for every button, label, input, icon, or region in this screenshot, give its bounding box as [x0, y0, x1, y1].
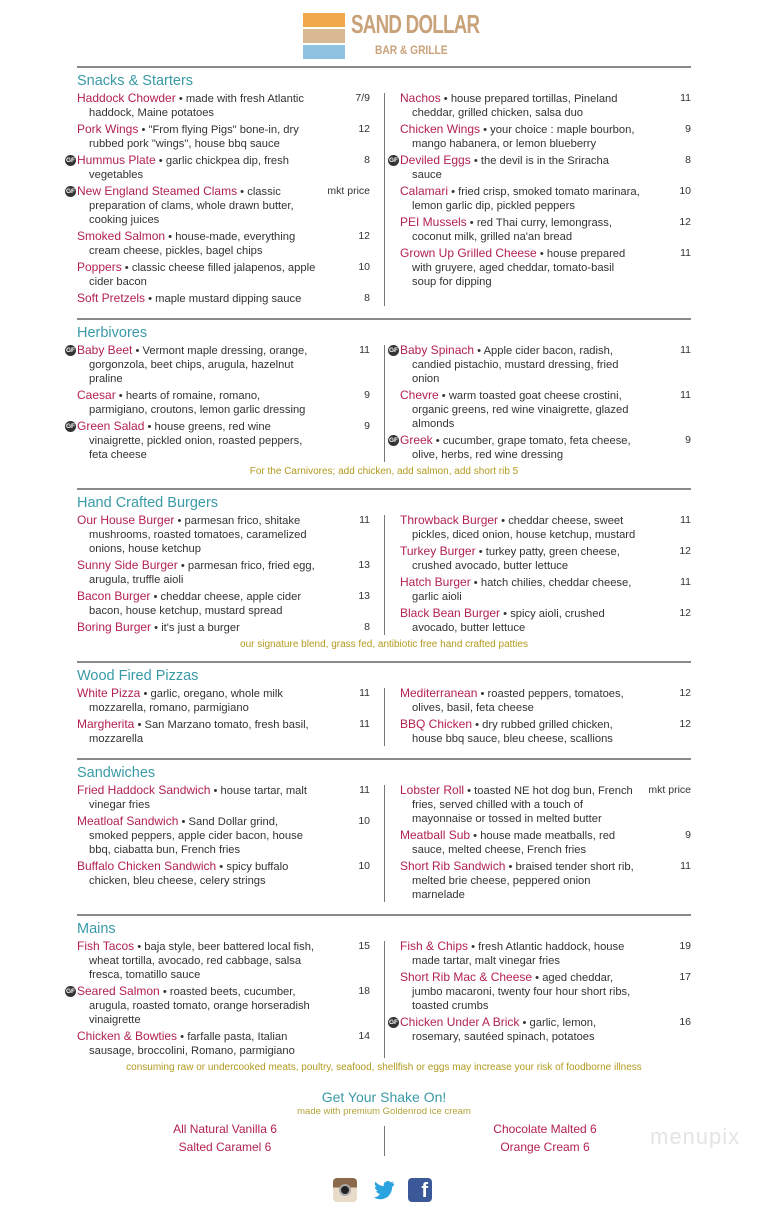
item-price: 12: [679, 718, 691, 730]
gluten-free-icon: GF: [388, 157, 399, 164]
item-description: turkey patty, green cheese, crushed avocado, butter lettuce: [412, 546, 620, 572]
menu-item: Short Rib Mac & Cheese • aged cheddar, jumbo macaroni, twenty four hour short ribs, toasted crumbs 17: [400, 970, 691, 1012]
item-price: 8: [364, 621, 370, 633]
item-description: house prepared tortillas, Pineland cheddar, grilled chicken, salsa duo: [412, 93, 618, 119]
section-title: Snacks & Starters: [77, 73, 194, 89]
social-links: [0, 1178, 768, 1218]
column-divider: [384, 345, 385, 462]
section-columns: [77, 783, 691, 904]
facebook-icon[interactable]: f: [408, 1178, 432, 1202]
menu-item: Bacon Burger • cheddar cheese, apple cider bacon, house ketchup, mustard spread 13: [77, 589, 370, 617]
menu-item: Chevre • warm toasted goat cheese crostini, organic greens, red wine vinaigrette, glazed almonds 11: [400, 388, 691, 430]
item-name: Meatball Sub: [400, 828, 471, 842]
section-columns: [65, 343, 691, 464]
menu-item: Calamari • fried crisp, smoked tomato marinara, lemon garlic dip, pickled peppers 10: [400, 184, 691, 212]
menu-item: Smoked Salmon • house-made, everything cream cheese, pickles, bagel chips 12: [77, 229, 370, 257]
menu-item: Poppers • classic cheese filled jalapenos, apple cider bacon 10: [77, 260, 370, 288]
item-price: 11: [359, 514, 370, 526]
shakes-left: [130, 1120, 320, 1156]
logo-wave-band: [303, 45, 345, 59]
menu-item: GF Green Salad • house greens, red wine vinaigrette, pickled onion, roasted peppers, feta cheese 9: [65, 419, 370, 461]
menu-item: Chicken Wings • your choice : maple bourbon, mango habanera, or lemon blueberry 9: [400, 122, 691, 150]
item-name: Margherita: [77, 717, 135, 731]
item-name: Chicken & Bowties: [77, 1029, 178, 1043]
item-name: Calamari: [400, 184, 449, 198]
item-description: farfalle pasta, Italian sausage, broccolini, Romano, parmigiano: [89, 1031, 295, 1057]
item-description: garlic, oregano, whole milk mozzarella, romano, parmigiano: [89, 688, 283, 714]
column-left: [77, 686, 370, 748]
column-divider: [384, 515, 385, 635]
menu-item: Boring Burger • it's just a burger 8: [77, 620, 370, 634]
item-description: roasted beets, cucumber, arugula, roasted tomato, orange horseradish vinaigrette: [89, 986, 310, 1026]
item-name: Chevre: [400, 388, 439, 402]
menu-section: [77, 758, 691, 904]
item-name: Fish & Chips: [400, 939, 469, 953]
item-name: Greek: [400, 433, 433, 447]
menu-item: Throwback Burger • cheddar cheese, sweet pickles, diced onion, house ketchup, mustard 11: [400, 513, 691, 541]
item-description: hearts of romaine, romano, parmigiano, croutons, lemon garlic dressing: [89, 390, 306, 416]
item-price: 9: [685, 829, 691, 841]
shakes-subtitle: made with premium Goldenrod ice cream: [297, 1106, 471, 1117]
item-description: fried crisp, smoked tomato marinara, lemon garlic dip, pickled peppers: [412, 186, 640, 212]
column-right: [388, 939, 691, 1060]
item-price: 9: [364, 389, 370, 401]
section-columns: [65, 939, 691, 1060]
item-price: 8: [685, 154, 691, 166]
menu-item: Short Rib Sandwich • braised tender short rib, melted brie cheese, peppered onion marnelade 11: [400, 859, 691, 901]
item-name: PEI Mussels: [400, 215, 467, 229]
section-columns: [65, 91, 691, 308]
menu-item: Chicken & Bowties • farfalle pasta, Italian sausage, broccolini, Romano, parmigiano 14: [77, 1029, 370, 1057]
shake-item: Orange Cream 6: [500, 1140, 590, 1154]
menu-section: [65, 318, 691, 478]
item-description: cheddar cheese, sweet pickles, diced onion, house ketchup, mustard: [412, 515, 636, 541]
item-description: house greens, red wine vinaigrette, pickled onion, roasted peppers, feta cheese: [89, 421, 303, 461]
logo: [303, 10, 478, 62]
menu-section: [65, 914, 691, 1074]
item-price: mkt price: [648, 784, 691, 796]
item-name: Chicken Under A Brick: [400, 1015, 520, 1029]
shake-item: Chocolate Malted 6: [493, 1122, 597, 1136]
menu-item: GF Seared Salmon • roasted beets, cucumber, arugula, roasted tomato, orange horseradish vinaigrette 18: [65, 984, 370, 1026]
item-price: 11: [680, 860, 691, 872]
item-description: toasted NE hot dog bun, French fries, served chilled with a touch of mayonnaise or tossed in melted butter: [412, 785, 633, 825]
item-price: 16: [679, 1016, 691, 1028]
item-name: BBQ Chicken: [400, 717, 473, 731]
item-description: roasted peppers, tomatoes, olives, basil, feta cheese: [412, 688, 624, 714]
item-name: Deviled Eggs: [400, 153, 471, 167]
item-price: 9: [685, 434, 691, 446]
item-name: Fish Tacos: [77, 939, 135, 953]
gluten-free-icon: GF: [65, 157, 76, 164]
shakes-title: Get Your Shake On!: [321, 1089, 447, 1105]
menu-item: PEI Mussels • red Thai curry, lemongrass, coconut milk, grilled na'an bread 12: [400, 215, 691, 243]
menu: [0, 66, 768, 1074]
item-description: house tartar, malt vinegar fries: [89, 785, 307, 811]
item-description: your choice : maple bourbon, mango habanera, or lemon blueberry: [412, 124, 635, 150]
section-columns: [77, 686, 691, 748]
item-name: Seared Salmon: [77, 984, 160, 998]
section-note: our signature blend, grass fed, antibiotic free hand crafted patties: [240, 639, 528, 650]
column-left: [65, 91, 370, 308]
item-price: 12: [358, 123, 370, 135]
item-name: Pork Wings: [77, 122, 139, 136]
section-columns: [77, 513, 691, 637]
logo-sun-band: [303, 13, 345, 27]
menu-item: Fried Haddock Sandwich • house tartar, malt vinegar fries 11: [77, 783, 370, 811]
item-price: 10: [679, 185, 691, 197]
menu-item: Fish & Chips • fresh Atlantic haddock, house made tartar, malt vinegar fries 19: [400, 939, 691, 967]
section-rule: [77, 914, 691, 916]
item-description: classic cheese filled jalapenos, apple cider bacon: [89, 262, 316, 288]
item-description: baja style, beer battered local fish, wheat tortilla, avocado, red cabbage, salsa fresca, tomatillo sauce: [89, 941, 315, 981]
menu-item: Our House Burger • parmesan frico, shitake mushrooms, roasted tomatoes, caramelized onions, house ketchup 11: [77, 513, 370, 555]
item-price: 11: [359, 344, 370, 356]
item-description: it's just a burger: [161, 622, 240, 634]
section-rule: [77, 488, 691, 490]
item-description: house made meatballs, red sauce, melted cheese, French fries: [412, 830, 616, 856]
column-right: [400, 513, 691, 637]
brand-name: SAND DOLLAR: [351, 9, 480, 39]
item-description: house-made, everything cream cheese, pickles, bagel chips: [89, 231, 296, 257]
menu-item: Meatball Sub • house made meatballs, red sauce, melted cheese, French fries 9: [400, 828, 691, 856]
item-price: 12: [679, 545, 691, 557]
menu-item: Lobster Roll • toasted NE hot dog bun, French fries, served chilled with a touch of mayonnaise or tossed in melted butter mkt price: [400, 783, 691, 825]
menu-item: GF Chicken Under A Brick • garlic, lemon, rosemary, sautéed spinach, potatoes 16: [388, 1015, 691, 1043]
item-price: 12: [679, 687, 691, 699]
instagram-icon[interactable]: [333, 1178, 357, 1202]
header: [0, 0, 768, 66]
menu-item: Caesar • hearts of romaine, romano, parmigiano, croutons, lemon garlic dressing 9: [77, 388, 370, 416]
item-name: New England Steamed Clams: [77, 184, 238, 198]
menu-item: Black Bean Burger • spicy aioli, crushed avocado, butter lettuce 12: [400, 606, 691, 634]
shake-item: All Natural Vanilla 6: [173, 1122, 277, 1136]
item-name: Our House Burger: [77, 513, 175, 527]
item-description: dry rubbed grilled chicken, house bbq sauce, bleu cheese, scallions: [412, 719, 613, 745]
item-price: 8: [364, 292, 370, 304]
menu-item: Haddock Chowder • made with fresh Atlantic haddock, Maine potatoes 7/9: [77, 91, 370, 119]
item-name: Green Salad: [77, 419, 145, 433]
column-divider: [384, 785, 385, 902]
item-name: Boring Burger: [77, 620, 152, 634]
item-description: San Marzano tomato, fresh basil, mozzarella: [89, 719, 309, 745]
gluten-free-icon: GF: [388, 1019, 399, 1026]
item-name: Hatch Burger: [400, 575, 471, 589]
item-name: Poppers: [77, 260, 122, 274]
item-price: 11: [680, 344, 691, 356]
menu-section: [77, 661, 691, 748]
item-price: 11: [680, 514, 691, 526]
column-left: [77, 783, 370, 904]
gluten-free-icon: GF: [65, 988, 76, 995]
shakes-right: [450, 1120, 640, 1156]
section-note: For the Carnivores; add chicken, add salmon, add short rib 5: [249, 466, 519, 477]
item-name: Turkey Burger: [400, 544, 476, 558]
item-price: 12: [679, 216, 691, 228]
section-rule: [77, 661, 691, 663]
item-name: Sunny Side Burger: [77, 558, 178, 572]
item-price: 19: [679, 940, 691, 952]
item-description: the devil is in the Sriracha sauce: [412, 155, 609, 181]
menu-item: GF New England Steamed Clams • classic preparation of clams, whole drawn butter, cooking juices mkt price: [65, 184, 370, 226]
item-name: Chicken Wings: [400, 122, 481, 136]
item-price: 13: [358, 590, 370, 602]
item-name: Bacon Burger: [77, 589, 151, 603]
divider: [384, 1126, 385, 1156]
logo-sand-dollar-band: [303, 29, 345, 43]
menu-item: GF Deviled Eggs • the devil is in the Sriracha sauce 8: [388, 153, 691, 181]
item-price: 9: [364, 420, 370, 432]
gluten-free-icon: GF: [65, 188, 76, 195]
column-left: [77, 513, 370, 637]
item-description: spicy buffalo chicken, bleu cheese, celery strings: [89, 861, 289, 887]
menu-item: Pork Wings • "From flying Pigs" bone-in, dry rubbed pork "wings", house bbq sauce 12: [77, 122, 370, 150]
item-description: red Thai curry, lemongrass, coconut milk, grilled na'an bread: [412, 217, 612, 243]
item-price: 10: [358, 815, 370, 827]
item-name: Black Bean Burger: [400, 606, 501, 620]
item-name: Throwback Burger: [400, 513, 499, 527]
item-price: 11: [359, 687, 370, 699]
watermark: menupix: [650, 1124, 741, 1149]
item-name: Caesar: [77, 388, 116, 402]
item-price: 12: [358, 230, 370, 242]
item-price: 9: [685, 123, 691, 135]
item-name: Soft Pretzels: [77, 291, 146, 305]
menu-section: [77, 488, 691, 651]
column-divider: [384, 93, 385, 306]
menu-item: Nachos • house prepared tortillas, Pineland cheddar, grilled chicken, salsa duo 11: [400, 91, 691, 119]
item-description: fresh Atlantic haddock, house made tartar, malt vinegar fries: [412, 941, 625, 967]
item-name: Grown Up Grilled Cheese: [400, 246, 537, 260]
item-name: White Pizza: [77, 686, 141, 700]
item-name: Fried Haddock Sandwich: [77, 783, 211, 797]
item-name: Nachos: [400, 91, 441, 105]
item-price: 11: [359, 784, 370, 796]
menu-item: Meatloaf Sandwich • Sand Dollar grind, smoked peppers, apple cider bacon, house bbq, ciabatta bun, French fries 10: [77, 814, 370, 856]
item-price: 10: [358, 261, 370, 273]
menu-item: Fish Tacos • baja style, beer battered local fish, wheat tortilla, avocado, red cabbage, salsa fresca, tomatillo sauce 15: [77, 939, 370, 981]
item-description: maple mustard dipping sauce: [155, 293, 302, 305]
item-description: parmesan frico, fried egg, arugula, truffle aioli: [89, 560, 315, 586]
section-note: consuming raw or undercooked meats, poultry, seafood, shellfish or eggs may increase your risk of foodborne illness: [126, 1062, 642, 1073]
item-description: Vermont maple dressing, orange, gorgonzola, beet chips, arugula, hazelnut praline: [89, 345, 308, 385]
column-right: [388, 343, 691, 464]
item-price: mkt price: [327, 185, 370, 197]
section-rule: [77, 66, 691, 68]
item-description: "From flying Pigs" bone-in, dry rubbed pork "wings", house bbq sauce: [89, 124, 299, 150]
item-price: 8: [364, 154, 370, 166]
item-description: Apple cider bacon, radish, candied pistachio, mustard dressing, fried onion: [412, 345, 619, 385]
section-title: Mains: [77, 921, 116, 937]
menu-section: [65, 66, 691, 308]
item-name: Meatloaf Sandwich: [77, 814, 179, 828]
shakes-block: [0, 1088, 768, 1178]
menu-item: GF Baby Beet • Vermont maple dressing, orange, gorgonzola, beet chips, arugula, hazelnut praline 11: [65, 343, 370, 385]
menu-item: Sunny Side Burger • parmesan frico, fried egg, arugula, truffle aioli 13: [77, 558, 370, 586]
item-description: aged cheddar, jumbo macaroni, twenty four hour short ribs, toasted crumbs: [412, 972, 631, 1012]
column-right: [388, 91, 691, 308]
column-right: [400, 783, 691, 904]
column-divider: [384, 688, 385, 746]
item-description: garlic, lemon, rosemary, sautéed spinach, potatoes: [412, 1017, 597, 1043]
section-rule: [77, 758, 691, 760]
menu-item: Grown Up Grilled Cheese • house prepared with gruyere, aged cheddar, tomato-basil soup for dipping 11: [400, 246, 691, 288]
item-price: 18: [358, 985, 370, 997]
item-price: 11: [680, 576, 691, 588]
menu-item: Margherita • San Marzano tomato, fresh basil, mozzarella 11: [77, 717, 370, 745]
item-description: cucumber, grape tomato, feta cheese, olive, herbs, red wine dressing: [412, 435, 631, 461]
item-price: 17: [679, 971, 691, 983]
section-title: Hand Crafted Burgers: [77, 495, 219, 511]
item-price: 12: [679, 607, 691, 619]
item-price: 15: [358, 940, 370, 952]
menu-item: Hatch Burger • hatch chilies, cheddar cheese, garlic aioli 11: [400, 575, 691, 603]
item-description: classic preparation of clams, whole drawn butter, cooking juices: [89, 186, 294, 226]
item-price: 11: [680, 247, 691, 259]
item-price: 13: [358, 559, 370, 571]
item-price: 14: [358, 1030, 370, 1042]
column-left: [65, 343, 370, 464]
item-name: Baby Spinach: [400, 343, 475, 357]
gluten-free-icon: GF: [65, 347, 76, 354]
item-name: Baby Beet: [77, 343, 133, 357]
column-divider: [384, 941, 385, 1058]
item-description: warm toasted goat cheese crostini, organic greens, red wine vinaigrette, glazed almonds: [412, 390, 629, 430]
gluten-free-icon: GF: [388, 347, 399, 354]
gluten-free-icon: GF: [388, 437, 399, 444]
item-description: hatch chilies, cheddar cheese, garlic aioli: [412, 577, 632, 603]
twitter-icon[interactable]: [372, 1178, 396, 1202]
item-description: cheddar cheese, apple cider bacon, house ketchup, mustard spread: [89, 591, 302, 617]
menu-item: BBQ Chicken • dry rubbed grilled chicken, house bbq sauce, bleu cheese, scallions 12: [400, 717, 691, 745]
column-right: [400, 686, 691, 748]
section-title: Herbivores: [77, 325, 148, 341]
shake-item: Salted Caramel 6: [178, 1140, 272, 1154]
item-name: Short Rib Mac & Cheese: [400, 970, 533, 984]
item-name: Mediterranean: [400, 686, 478, 700]
section-title: Sandwiches: [77, 765, 156, 781]
column-left: [65, 939, 370, 1060]
item-description: spicy aioli, crushed avocado, butter lettuce: [412, 608, 605, 634]
item-name: Lobster Roll: [400, 783, 465, 797]
item-description: garlic chickpea dip, fresh vegetables: [89, 155, 289, 181]
gluten-free-icon: GF: [65, 423, 76, 430]
item-name: Hummus Plate: [77, 153, 156, 167]
menu-item: GF Greek • cucumber, grape tomato, feta cheese, olive, herbs, red wine dressing 9: [388, 433, 691, 461]
menu-item: Turkey Burger • turkey patty, green cheese, crushed avocado, butter lettuce 12: [400, 544, 691, 572]
item-description: parmesan frico, shitake mushrooms, roasted tomatoes, caramelized onions, house ketchup: [89, 515, 307, 555]
section-rule: [77, 318, 691, 320]
item-description: Sand Dollar grind, smoked peppers, apple cider bacon, house bbq, ciabatta bun, French fries: [89, 816, 303, 856]
brand-sub: BAR & GRILLE: [375, 43, 448, 57]
item-price: 10: [358, 860, 370, 872]
menu-item: White Pizza • garlic, oregano, whole milk mozzarella, romano, parmigiano 11: [77, 686, 370, 714]
menu-item: Buffalo Chicken Sandwich • spicy buffalo chicken, bleu cheese, celery strings 10: [77, 859, 370, 887]
item-price: 11: [680, 389, 691, 401]
item-name: Short Rib Sandwich: [400, 859, 506, 873]
item-description: house prepared with gruyere, aged cheddar, tomato-basil soup for dipping: [412, 248, 626, 288]
menu-item: GF Hummus Plate • garlic chickpea dip, fresh vegetables 8: [65, 153, 370, 181]
item-name: Smoked Salmon: [77, 229, 166, 243]
item-price: 11: [680, 92, 691, 104]
item-price: 7/9: [355, 92, 370, 104]
item-price: 11: [359, 718, 370, 730]
menu-item: Soft Pretzels • maple mustard dipping sauce 8: [77, 291, 370, 305]
item-name: Haddock Chowder: [77, 91, 176, 105]
item-description: braised tender short rib, melted brie cheese, peppered onion marnelade: [412, 861, 634, 901]
section-title: Wood Fired Pizzas: [77, 668, 199, 684]
item-description: made with fresh Atlantic haddock, Maine potatoes: [89, 93, 305, 119]
menu-item: Mediterranean • roasted peppers, tomatoes, olives, basil, feta cheese 12: [400, 686, 691, 714]
item-name: Buffalo Chicken Sandwich: [77, 859, 217, 873]
menu-item: GF Baby Spinach • Apple cider bacon, radish, candied pistachio, mustard dressing, fried onion 11: [388, 343, 691, 385]
